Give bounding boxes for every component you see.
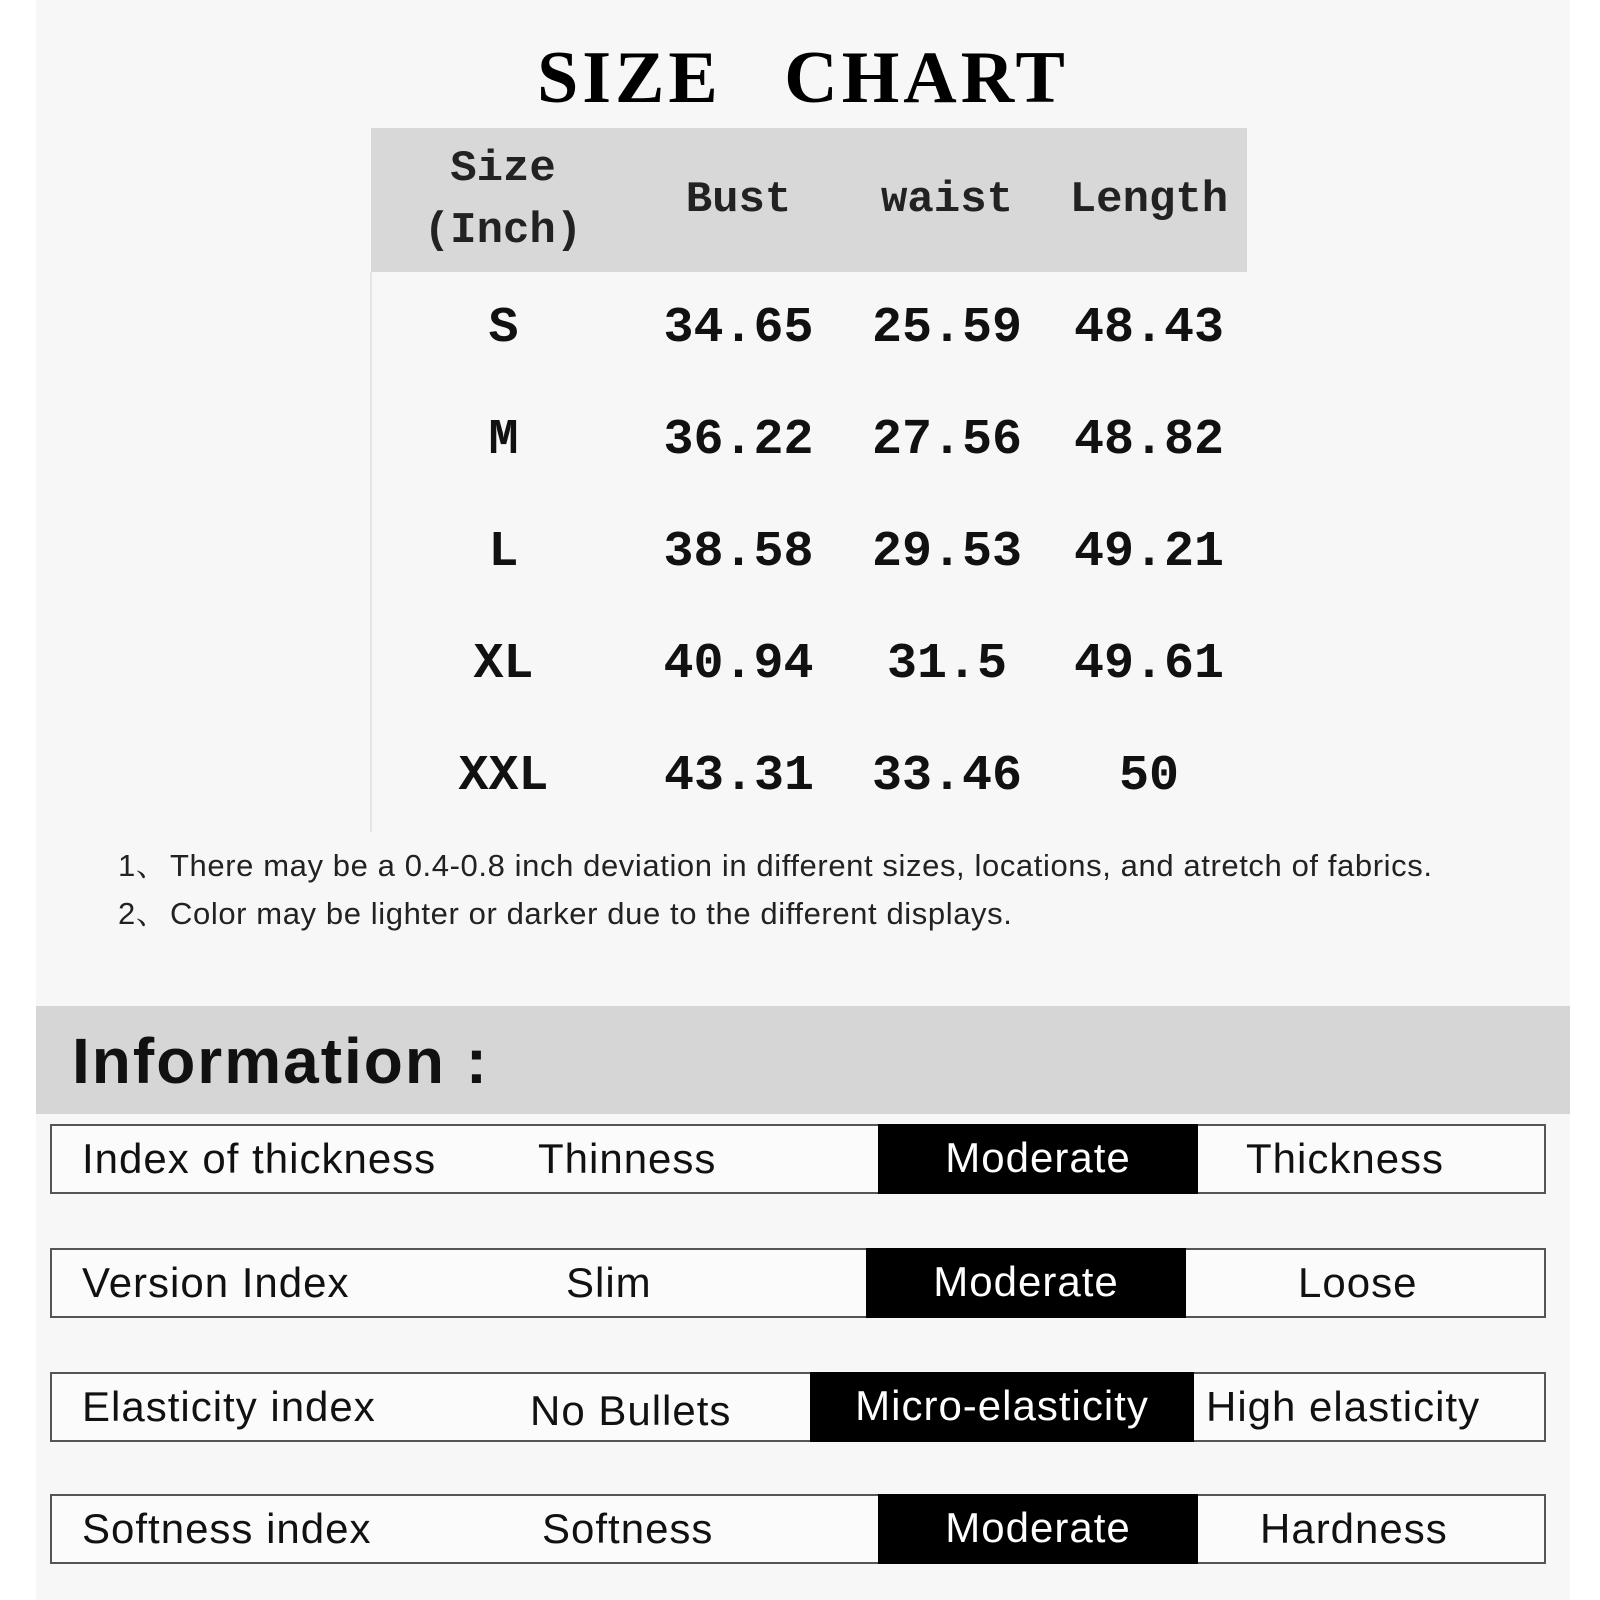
- cell-bust: 34.65: [663, 299, 814, 357]
- table-row: [371, 496, 1247, 608]
- option-thickness: Thickness: [1246, 1135, 1445, 1182]
- cell-bust: 40.94: [663, 635, 814, 693]
- header-waist: waist: [880, 175, 1014, 225]
- option-micro-elasticity-selected: Micro-elasticity: [810, 1372, 1194, 1442]
- cell-bust: 36.22: [663, 411, 814, 469]
- info-row-version: [50, 1248, 1546, 1318]
- table-row: [371, 608, 1247, 720]
- cell-waist: 25.59: [871, 299, 1023, 357]
- option-moderate-selected: Moderate: [866, 1248, 1186, 1318]
- size-table-header: [371, 128, 1247, 272]
- note-item: [118, 890, 1433, 938]
- cell-size: XXL: [371, 720, 635, 832]
- size-chart-sheet: [36, 0, 1570, 1600]
- cell-waist: 31.5: [886, 635, 1008, 693]
- page-title: SIZE CHART: [537, 37, 1069, 119]
- note-text: Color may be lighter or darker due to the different displays.: [170, 896, 1013, 931]
- option-no-bullets: No Bullets: [530, 1387, 732, 1434]
- table-row: [371, 384, 1247, 496]
- information-header: [36, 1006, 1570, 1114]
- info-row-label: Elasticity index: [82, 1383, 376, 1430]
- cell-waist: 33.46: [871, 747, 1023, 805]
- cell-length: 48.43: [1073, 299, 1225, 357]
- header-size: [371, 128, 635, 272]
- option-high-elasticity: High elasticity: [1206, 1383, 1481, 1430]
- info-row-thickness: [50, 1124, 1546, 1194]
- table-row: [371, 720, 1247, 832]
- info-row-label: Index of thickness: [82, 1135, 437, 1182]
- note-text: There may be a 0.4-0.8 inch deviation in different sizes, locations, and atretch of fabrics.: [170, 848, 1433, 883]
- cell-size: S: [371, 272, 635, 384]
- cell-length: 49.21: [1073, 523, 1225, 581]
- info-row-label: Version Index: [82, 1259, 350, 1306]
- note-number: 1、: [118, 848, 168, 883]
- information-title: Information :: [72, 1025, 490, 1097]
- cell-size: M: [371, 384, 635, 496]
- note-item: [118, 842, 1433, 890]
- cell-length: 48.82: [1073, 411, 1225, 469]
- option-thinness: Thinness: [538, 1135, 717, 1182]
- info-row-softness: [50, 1494, 1546, 1564]
- option-slim: Slim: [566, 1259, 652, 1306]
- header-size-line2: (Inch): [423, 206, 583, 256]
- cell-bust: 38.58: [663, 523, 814, 581]
- note-number: 2、: [118, 896, 168, 931]
- notes: [118, 842, 1433, 938]
- option-loose: Loose: [1298, 1259, 1418, 1306]
- cell-waist: 27.56: [871, 411, 1023, 469]
- header-length: Length: [1069, 175, 1229, 225]
- info-row-elasticity: [50, 1372, 1546, 1442]
- option-moderate-selected: Moderate: [878, 1124, 1198, 1194]
- option-softness: Softness: [542, 1505, 714, 1552]
- table-row: [371, 272, 1247, 384]
- cell-size: XL: [371, 608, 635, 720]
- cell-length: 50: [1118, 747, 1179, 805]
- cell-length: 49.61: [1073, 635, 1225, 693]
- header-bust: Bust: [685, 175, 792, 225]
- cell-size: L: [371, 496, 635, 608]
- size-table: [370, 128, 1248, 832]
- option-hardness: Hardness: [1260, 1505, 1448, 1552]
- header-size-line1: Size: [450, 144, 556, 194]
- cell-bust: 43.31: [663, 747, 815, 805]
- cell-waist: 29.53: [871, 523, 1023, 581]
- info-row-label: Softness index: [82, 1505, 372, 1552]
- option-moderate-selected: Moderate: [878, 1494, 1198, 1564]
